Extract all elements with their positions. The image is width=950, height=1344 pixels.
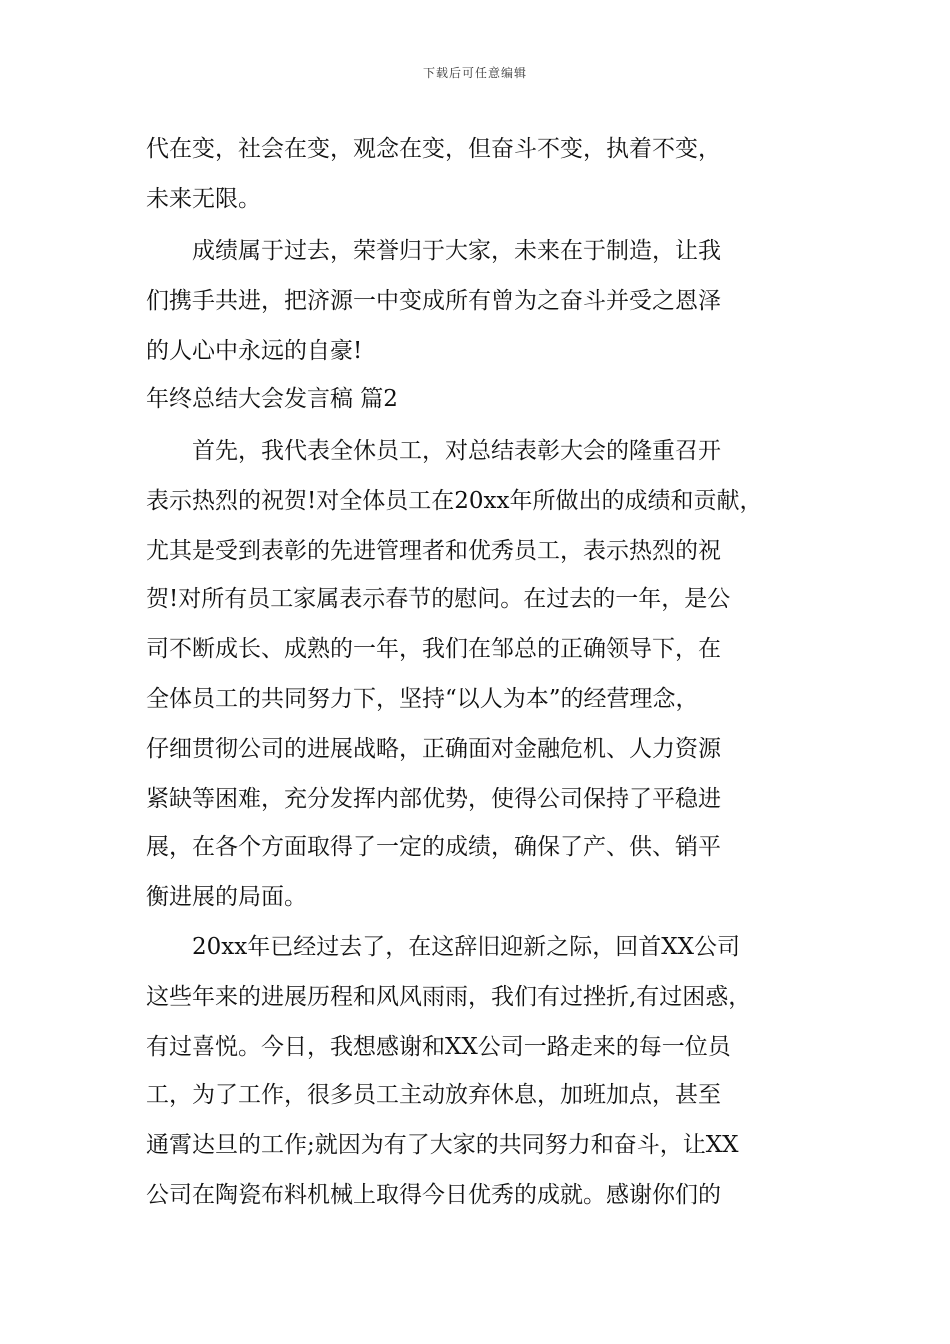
text-line: 首先，我代表全休员工，对总结表彰大会的隆重召开 bbox=[146, 438, 721, 464]
text-line: 工，为了工作，很多员工主动放弃休息，加班加点，甚至 bbox=[146, 1082, 721, 1108]
text-line: 表示热烈的祝贺!对全体员工在20xx年所做出的成绩和贡献， bbox=[146, 488, 763, 514]
text-line: 通霄达旦的工作;就因为有了大家的共同努力和奋斗，让XX bbox=[146, 1132, 739, 1158]
text-line: 展，在各个方面取得了一定的成绩，确保了产、供、销平 bbox=[146, 834, 721, 860]
text-line: 成绩属于过去，荣誉归于大家，未来在于制造，让我 bbox=[146, 238, 721, 264]
text-line: 全体员工的共同努力下，坚持“以人为本”的经营理念， bbox=[146, 686, 699, 712]
text-line: 有过喜悦。今日，我想感谢和XX公司一路走来的每一位员 bbox=[146, 1034, 731, 1060]
text-line: 这些年来的进展历程和风风雨雨，我们有过挫折,有过困惑， bbox=[146, 984, 752, 1010]
text-line: 公司在陶瓷布料机械上取得今日优秀的成就。感谢你们的 bbox=[146, 1182, 721, 1208]
text-line: 尤其是受到表彰的先进管理者和优秀员工，表示热烈的祝 bbox=[146, 538, 721, 564]
text-line: 的人心中永远的自豪! bbox=[146, 338, 363, 364]
text-line: 代在变，社会在变，观念在变，但奋斗不变，执着不变， bbox=[146, 136, 721, 162]
section-heading: 年终总结大会发言稿 篇2 bbox=[146, 386, 398, 412]
text-line: 仔细贯彻公司的进展战略，正确面对金融危机、人力资源 bbox=[146, 736, 721, 762]
text-line: 衡进展的局面。 bbox=[146, 884, 307, 910]
page-header: 下载后可任意编辑 bbox=[422, 66, 527, 80]
text-line: 未来无限。 bbox=[146, 186, 261, 212]
text-line: 司不断成长、成熟的一年，我们在邹总的正确领导下，在 bbox=[146, 636, 721, 662]
text-line: 20xx年已经过去了，在这辞旧迎新之际，回首XX公司 bbox=[146, 934, 740, 960]
text-line: 紧缺等困难，充分发挥内部优势，使得公司保持了平稳进 bbox=[146, 786, 721, 812]
text-line: 贺!对所有员工家属表示春节的慰问。在过去的一年，是公 bbox=[146, 586, 731, 612]
text-line: 们携手共进，把济源一中变成所有曾为之奋斗并受之恩泽 bbox=[146, 288, 721, 314]
